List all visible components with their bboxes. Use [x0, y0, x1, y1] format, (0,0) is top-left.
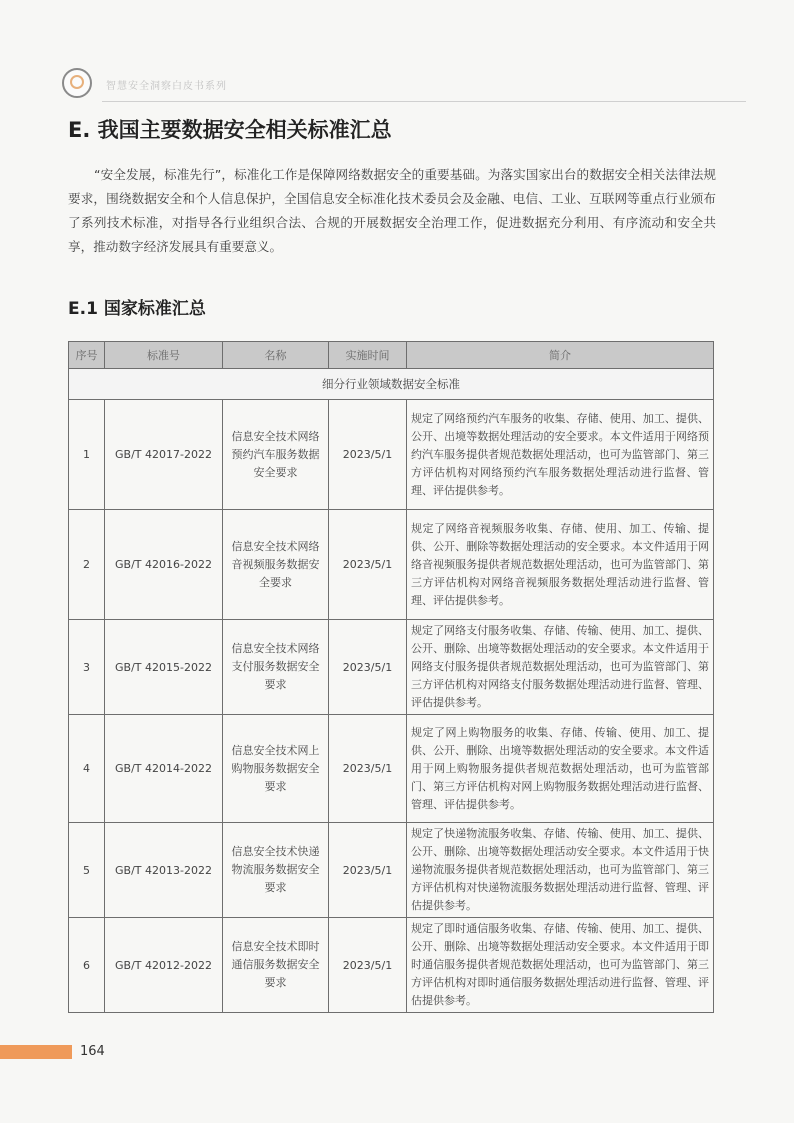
- logo-icon: [62, 68, 92, 98]
- row-code: GB/T 42012-2022: [105, 918, 223, 1013]
- row-date: 2023/5/1: [329, 823, 407, 918]
- row-name: 信息安全技术网络音视频服务数据安全要求: [223, 510, 329, 620]
- header-num: 序号: [69, 342, 105, 369]
- header-divider: [102, 101, 746, 102]
- row-code: GB/T 42013-2022: [105, 823, 223, 918]
- row-desc: 规定了网上购物服务的收集、存储、传输、使用、加工、提供、公开、删除、出境等数据处理活动的安全要求。本文件适用于网上购物服务提供者规范数据处理活动，也可为监管部门、第三方评估机构对网上购物服务数据处理活动进行监督、管理、评估提供参考。: [407, 715, 714, 823]
- row-num: 6: [69, 918, 105, 1013]
- series-title: 智慧安全洞察白皮书系列: [106, 81, 227, 92]
- row-code: GB/T 42016-2022: [105, 510, 223, 620]
- row-date: 2023/5/1: [329, 918, 407, 1013]
- row-num: 2: [69, 510, 105, 620]
- row-num: 4: [69, 715, 105, 823]
- standards-table: [68, 341, 714, 1013]
- table-row: [69, 510, 714, 620]
- row-num: 1: [69, 400, 105, 510]
- row-date: 2023/5/1: [329, 620, 407, 715]
- subsection-title: E.1 国家标准汇总: [68, 299, 206, 319]
- table-row: [69, 715, 714, 823]
- row-code: GB/T 42014-2022: [105, 715, 223, 823]
- row-num: 5: [69, 823, 105, 918]
- row-name: 信息安全技术网络预约汽车服务数据安全要求: [223, 400, 329, 510]
- intro-paragraph: “安全发展，标准先行”，标准化工作是保障网络数据安全的重要基础。为落实国家出台的数据安全相关法律法规要求，围绕数据安全和个人信息保护，全国信息安全标准化技术委员会及金融、电信、工业、互联网等重点行业颁布了系列技术标准，对指导各行业组织合法、合规的开展数据安全治理工作，促进数据充分利用、有序流动和安全共享，推动数字经济发展具有重要意义。: [68, 167, 716, 254]
- row-num: 3: [69, 620, 105, 715]
- row-code: GB/T 42015-2022: [105, 620, 223, 715]
- section-title: E. 我国主要数据安全相关标准汇总: [68, 118, 392, 142]
- row-name: 信息安全技术网上购物服务数据安全要求: [223, 715, 329, 823]
- row-desc: 规定了网络音视频服务收集、存储、使用、加工、传输、提供、公开、删除等数据处理活动的安全要求。本文件适用于网络音视频服务提供者规范数据处理活动，也可为监管部门、第三方评估机构对网络音视频服务数据处理活动进行监督、管理、评估提供参考。: [407, 510, 714, 620]
- header-date: 实施时间: [329, 342, 407, 369]
- row-desc: 规定了快递物流服务收集、存储、传输、使用、加工、提供、公开、删除、出境等数据处理活动安全要求。本文件适用于快递物流服务提供者规范数据处理活动，也可为监管部门、第三方评估机构对快递物流服务数据处理活动进行监督、管理、评估提供参考。: [407, 823, 714, 918]
- group-label: 细分行业领域数据安全标准: [69, 369, 714, 400]
- table-header-row: [69, 342, 714, 369]
- row-date: 2023/5/1: [329, 510, 407, 620]
- row-desc: 规定了网络预约汽车服务的收集、存储、使用、加工、提供、公开、出境等数据处理活动的安全要求。本文件适用于网络预约汽车服务提供者规范数据处理活动，也可为监管部门、第三方评估机构对网络预约汽车服务数据处理活动进行监督、管理、评估提供参考。: [407, 400, 714, 510]
- table-row: [69, 823, 714, 918]
- row-desc: 规定了网络支付服务收集、存储、传输、使用、加工、提供、公开、删除、出境等数据处理活动的安全要求。本文件适用于网络支付服务提供者规范数据处理活动，也可为监管部门、第三方评估机构对网络支付服务数据处理活动进行监督、管理、评估提供参考。: [407, 620, 714, 715]
- row-desc: 规定了即时通信服务收集、存储、传输、使用、加工、提供、公开、删除、出境等数据处理活动安全要求。本文件适用于即时通信服务提供者规范数据处理活动，也可为监管部门、第三方评估机构对即时通信服务数据处理活动进行监督、管理、评估提供参考。: [407, 918, 714, 1013]
- row-name: 信息安全技术网络支付服务数据安全要求: [223, 620, 329, 715]
- table-row: [69, 918, 714, 1013]
- row-code: GB/T 42017-2022: [105, 400, 223, 510]
- header-desc: 简介: [407, 342, 714, 369]
- table-row: [69, 620, 714, 715]
- table-row: [69, 400, 714, 510]
- table-group-row: [69, 369, 714, 400]
- page-number: 164: [80, 1044, 105, 1059]
- page-header: [62, 68, 734, 102]
- logo-inner-ring: [70, 75, 84, 89]
- row-date: 2023/5/1: [329, 715, 407, 823]
- row-name: 信息安全技术快递物流服务数据安全要求: [223, 823, 329, 918]
- row-date: 2023/5/1: [329, 400, 407, 510]
- row-name: 信息安全技术即时通信服务数据安全要求: [223, 918, 329, 1013]
- footer-accent-bar: [0, 1045, 72, 1059]
- header-code: 标准号: [105, 342, 223, 369]
- header-name: 名称: [223, 342, 329, 369]
